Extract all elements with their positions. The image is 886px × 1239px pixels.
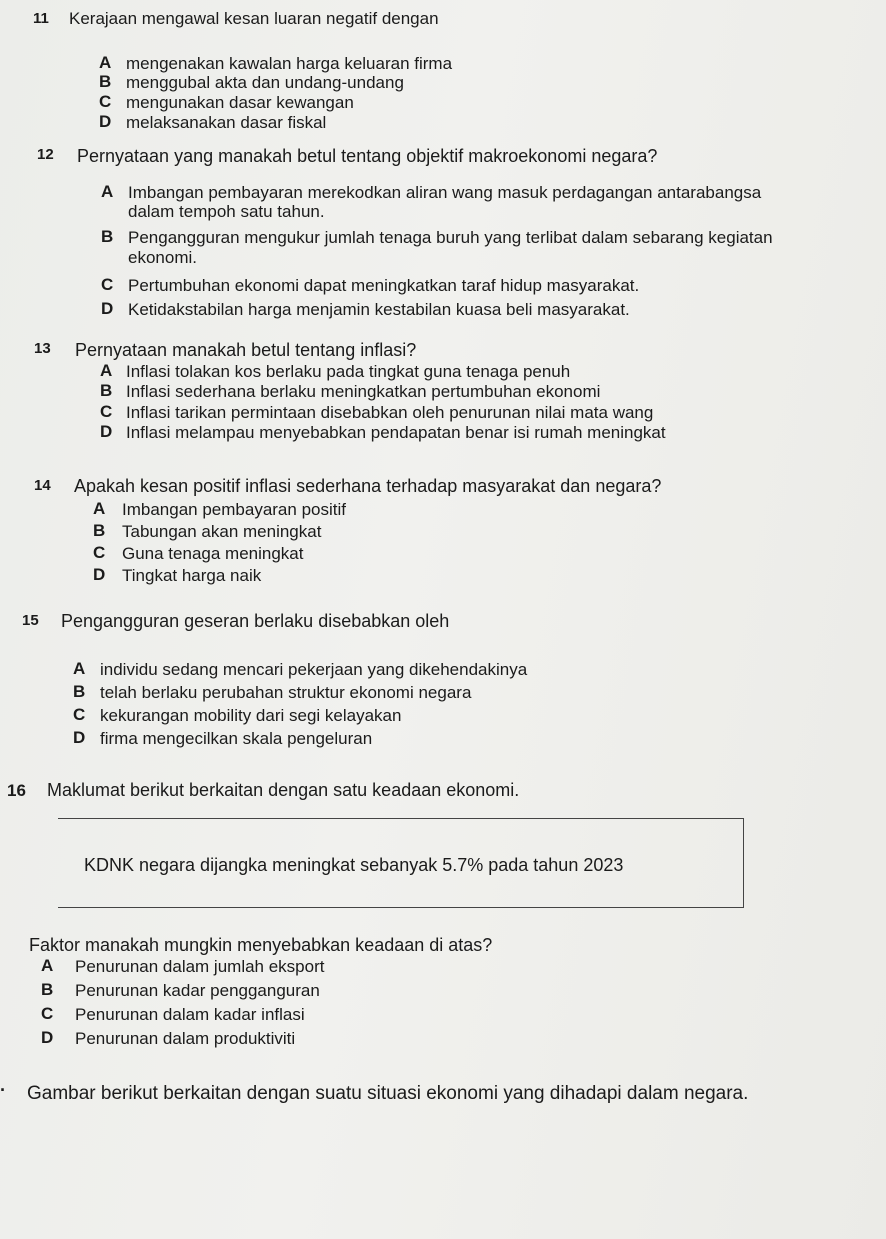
option-text: Pertumbuhan ekonomi dapat meningkatkan taraf hidup masyarakat. [128, 276, 640, 295]
option-letter: D [101, 299, 114, 318]
option-letter: C [99, 92, 112, 111]
question-stem: Pengangguran geseran berlaku disebabkan oleh [61, 611, 450, 631]
option-text: Inflasi tolakan kos berlaku pada tingkat guna tenaga penuh [126, 362, 571, 381]
option-letter: D [93, 565, 106, 584]
option-letter: B [101, 227, 114, 246]
option-letter: C [73, 705, 86, 724]
option-text: kekurangan mobility dari segi kelayakan [100, 706, 402, 725]
option-text: menggubal akta dan undang-undang [126, 73, 404, 92]
option-text: individu sedang mencari pekerjaan yang dikehendakinya [100, 660, 528, 679]
question-number: 12 [37, 146, 54, 163]
option-text: Tabungan akan meningkat [122, 522, 322, 541]
option-letter: A [73, 659, 86, 678]
follow-up-question: Faktor manakah mungkin menyebabkan keadaan di atas? [29, 935, 493, 955]
option-text: Guna tenaga meningkat [122, 544, 304, 563]
option-text: mengunakan dasar kewangan [126, 93, 354, 112]
option-letter: A [99, 53, 112, 72]
question-stem: Apakah kesan positif inflasi sederhana terhadap masyarakat dan negara? [74, 476, 662, 496]
question-stem: Pernyataan yang manakah betul tentang objektif makroekonomi negara? [77, 146, 658, 166]
option-text: Imbangan pembayaran positif [122, 500, 346, 519]
option-letter: D [99, 112, 112, 131]
option-letter: A [101, 182, 114, 201]
option-letter: B [41, 980, 54, 999]
question-stem: Kerajaan mengawal kesan luaran negatif dengan [69, 9, 439, 28]
trailing-instruction: Gambar berikut berkaitan dengan suatu situasi ekonomi yang dihadapi dalam negara. [27, 1083, 749, 1104]
option-text: Penurunan dalam jumlah eksport [75, 957, 325, 976]
option-text: firma mengecilkan skala pengeluran [100, 729, 373, 748]
question-number: 15 [22, 612, 39, 629]
option-text: Penurunan dalam kadar inflasi [75, 1005, 305, 1024]
question-number: 13 [34, 340, 51, 357]
option-text: mengenakan kawalan harga keluaran firma [126, 54, 453, 73]
option-text: Penurunan kadar pengganguran [75, 981, 320, 1000]
option-letter: C [100, 402, 113, 421]
option-text-continued: ekonomi. [128, 248, 197, 267]
option-text: Inflasi sederhana berlaku meningkatkan pertumbuhan ekonomi [126, 382, 601, 401]
info-box-text: KDNK negara dijangka meningkat sebanyak 5.7% pada tahun 2023 [84, 855, 624, 875]
option-text: Inflasi tarikan permintaan disebabkan oleh penurunan nilai mata wang [126, 403, 654, 422]
question-stem: Pernyataan manakah betul tentang inflasi? [75, 340, 417, 360]
option-letter: D [73, 728, 86, 747]
option-letter: D [100, 422, 113, 441]
option-letter: C [101, 275, 114, 294]
question-stem: Maklumat berikut berkaitan dengan satu keadaan ekonomi. [47, 780, 520, 800]
option-text: Imbangan pembayaran merekodkan aliran wang masuk perdagangan antarabangsa [128, 183, 762, 202]
option-letter: A [41, 956, 54, 975]
question-number: 11 [33, 10, 49, 27]
option-letter: C [41, 1004, 54, 1023]
option-letter: A [93, 499, 106, 518]
option-letter: C [93, 543, 106, 562]
question-number: 16 [7, 781, 26, 800]
option-letter: B [93, 521, 106, 540]
option-text: Tingkat harga naik [122, 566, 262, 585]
option-text: Ketidakstabilan harga menjamin kestabilan kuasa beli masyarakat. [128, 300, 630, 319]
option-text: telah berlaku perubahan struktur ekonomi negara [100, 683, 472, 702]
option-text: Pengangguran mengukur jumlah tenaga buruh yang terlibat dalam sebarang kegiatan [128, 228, 773, 247]
option-text: Penurunan dalam produktiviti [75, 1029, 296, 1048]
option-text: melaksanakan dasar fiskal [126, 113, 327, 132]
option-letter: D [41, 1028, 54, 1047]
option-letter: B [73, 682, 86, 701]
option-text-continued: dalam tempoh satu tahun. [128, 202, 325, 221]
option-letter: B [100, 381, 113, 400]
bullet-mark: · [0, 1080, 6, 1100]
option-letter: B [99, 72, 112, 91]
question-number: 14 [34, 477, 51, 494]
option-text: Inflasi melampau menyebabkan pendapatan benar isi rumah meningkat [126, 423, 666, 442]
option-letter: A [100, 361, 113, 380]
